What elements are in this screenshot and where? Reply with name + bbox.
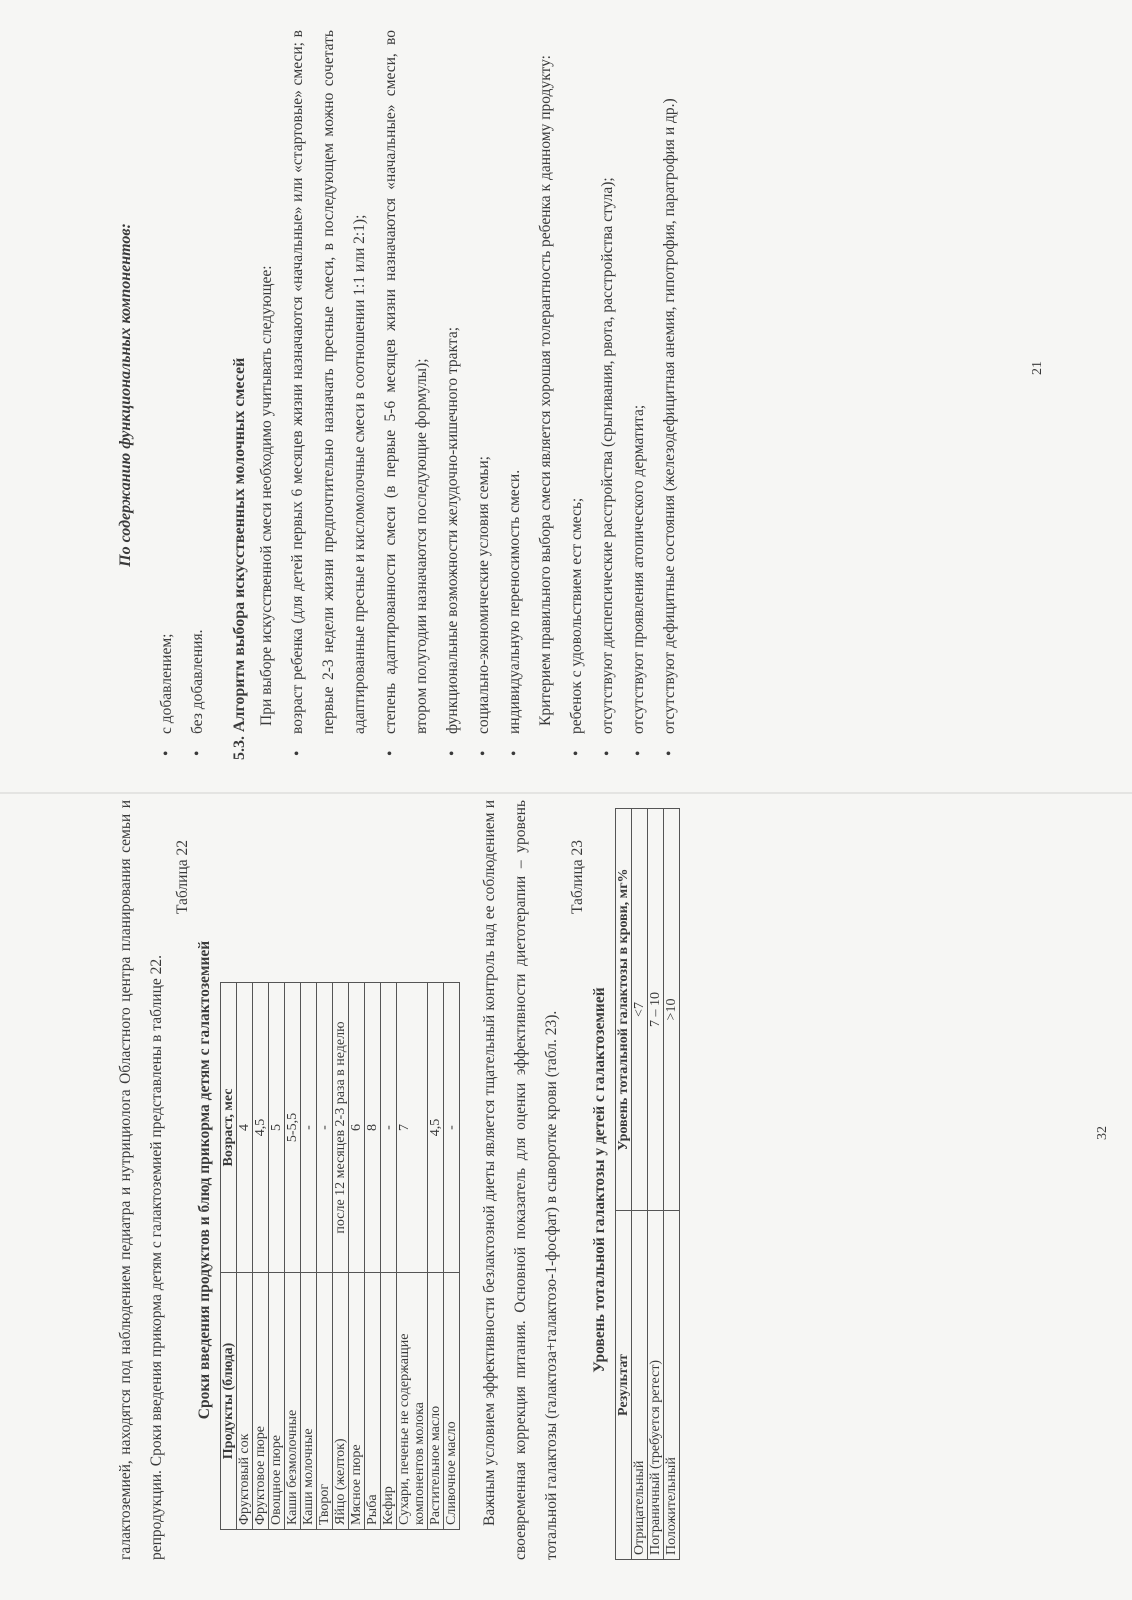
table-cell: 7: [397, 983, 428, 1273]
table-header: Уровень тотальной галактозы в крови, мг%: [616, 809, 632, 1211]
table-row: [381, 983, 397, 1530]
list-item: • ребенок с удовольствием ест смесь;: [561, 30, 592, 760]
list-item: • функциональные возможности желудочно-кишечного тракта;: [437, 30, 468, 760]
functional-heading: По содержанию функциональных компонентов:: [117, 223, 134, 567]
tolerance-list: [561, 30, 685, 760]
table-cell: -: [317, 983, 333, 1273]
table22: [220, 982, 460, 1530]
list-item: • без добавления.: [182, 30, 213, 760]
intro-paragraph: галактоземией, находятся под наблюдением педиатра и нутрициолога Областного центра планирования семьи и репродукции. Сроки введения прикорма детям с галактоземией представлены в таблице 22.: [117, 800, 165, 1560]
list-item: • отсутствуют проявления атопического дерматита;: [623, 30, 654, 760]
list-item: • индивидуальную переносимость смеси.: [499, 30, 530, 760]
table22-caption: Таблица 22: [174, 840, 191, 915]
table-header-row: [616, 809, 632, 1560]
table-cell: Творог: [317, 1273, 333, 1530]
list-item: • возраст ребенка (для детей первых 6 месяцев жизни назначаются «начальные» или «стартовые» смеси; в первые 2-3 недели жизни предпочтительно назначать пресные смеси, в последующем можно сочетать адаптированные пресные и кисломолочные смеси в соотношении 1:1 или 2:1);: [282, 30, 375, 760]
table-cell: Положительный: [664, 1211, 680, 1560]
table-row: [349, 983, 365, 1530]
table-cell: >10: [664, 809, 680, 1211]
efficacy-paragraph: Важным условием эффективности безлактозной диеты является тщательный контроль над ее соблюдением и своевременная коррекция питания. Основной показатель для оценки эффективности диетотерапии – уровень тотальной галактозы (галактоза+галактозо-1-фосфат) в сыворотке крови (табл. 23).: [481, 800, 560, 1560]
tolerance-paragraph: Критерием правильного выбора смеси является хорошая толерантность ребенка к данному продукту:: [537, 55, 554, 726]
table-row: [632, 809, 648, 1560]
table-cell: Каши безмолочные: [285, 1273, 301, 1530]
table-cell: 4: [237, 983, 253, 1273]
table-cell: 4,5: [428, 983, 444, 1273]
section-title: 5.3. Алгоритм выбора искусственных молочных смесей: [231, 357, 248, 760]
list-item: • с добавлением;: [151, 30, 182, 760]
table-cell: Фруктовый сок: [237, 1273, 253, 1530]
table-row: [317, 983, 333, 1530]
table-row: [253, 983, 269, 1530]
list-item: • степень адаптированности смеси (в первые 5-6 месяцев жизни назначаются «начальные» смеси, во втором полугодии назначаются последующие формулы);: [375, 30, 437, 760]
table-cell: Сухари, печенье не содержащие компонентов молока: [397, 1273, 428, 1530]
table-row: [365, 983, 381, 1530]
table-row: [301, 983, 317, 1530]
table-cell: Каши молочные: [301, 1273, 317, 1530]
page-21: [110, 30, 1045, 760]
table-row: [237, 983, 253, 1530]
table-header-row: [221, 983, 237, 1530]
table23-caption: Таблица 23: [569, 840, 586, 915]
table-cell: Пограничный (требуется ретест): [648, 1211, 664, 1560]
page-number: 21: [1030, 361, 1045, 375]
page-fold: [0, 792, 1132, 794]
table-cell: -: [444, 983, 460, 1273]
table-row: [333, 983, 349, 1530]
criteria-list: [282, 30, 530, 760]
list-item: • социально-экономические условия семьи;: [468, 30, 499, 760]
intro-paragraph: При выборе искусственной смеси необходимо учитывать следующее:: [258, 265, 275, 726]
table-row: [428, 983, 444, 1530]
table-cell: 4,5: [253, 983, 269, 1273]
table-row: [648, 809, 664, 1560]
table23: [615, 808, 680, 1560]
list-item: • отсутствуют дефицитные состояния (железодефицитная анемия, гипотрофия, паратрофия и др.): [654, 30, 685, 760]
table-row: [285, 983, 301, 1530]
table-row: [444, 983, 460, 1530]
table-cell: 5-5,5: [285, 983, 301, 1273]
table-cell: -: [301, 983, 317, 1273]
table-cell: 8: [365, 983, 381, 1273]
table-cell: -: [381, 983, 397, 1273]
table-cell: Овощное пюре: [269, 1273, 285, 1530]
table-row: [269, 983, 285, 1530]
table-cell: Мясное пюре: [349, 1273, 365, 1530]
page-32: [110, 800, 1110, 1560]
table-header: Возраст, мес: [221, 983, 237, 1273]
table-cell: Фруктовое пюре: [253, 1273, 269, 1530]
table23-title: Уровень тотальной галактозы у детей с галактоземией: [591, 987, 608, 1373]
table-cell: Отрицательный: [632, 1211, 648, 1560]
table-header: Результат: [616, 1211, 632, 1560]
table-cell: Яйцо (желток): [333, 1273, 349, 1530]
table-cell: Кефир: [381, 1273, 397, 1530]
functional-list: [151, 30, 213, 760]
table-cell: 5: [269, 983, 285, 1273]
table-cell: 7 – 10: [648, 809, 664, 1211]
table-cell: 6: [349, 983, 365, 1273]
table-cell: Растительное масло: [428, 1273, 444, 1530]
table-row: [664, 809, 680, 1560]
table-cell: Сливочное масло: [444, 1273, 460, 1530]
table-row: [397, 983, 428, 1530]
page-number: 32: [1095, 1126, 1110, 1140]
table22-title: Сроки введения продуктов и блюд прикорма детям с галактоземией: [196, 940, 213, 1420]
table-cell: <7: [632, 809, 648, 1211]
list-item: • отсутствуют диспепсические расстройства (срыгивания, рвота, расстройства стула);: [592, 30, 623, 760]
table-cell: после 12 месяцев 2-3 раза в неделю: [333, 983, 349, 1273]
table-header: Продукты (блюда): [221, 1273, 237, 1530]
table-cell: Рыба: [365, 1273, 381, 1530]
